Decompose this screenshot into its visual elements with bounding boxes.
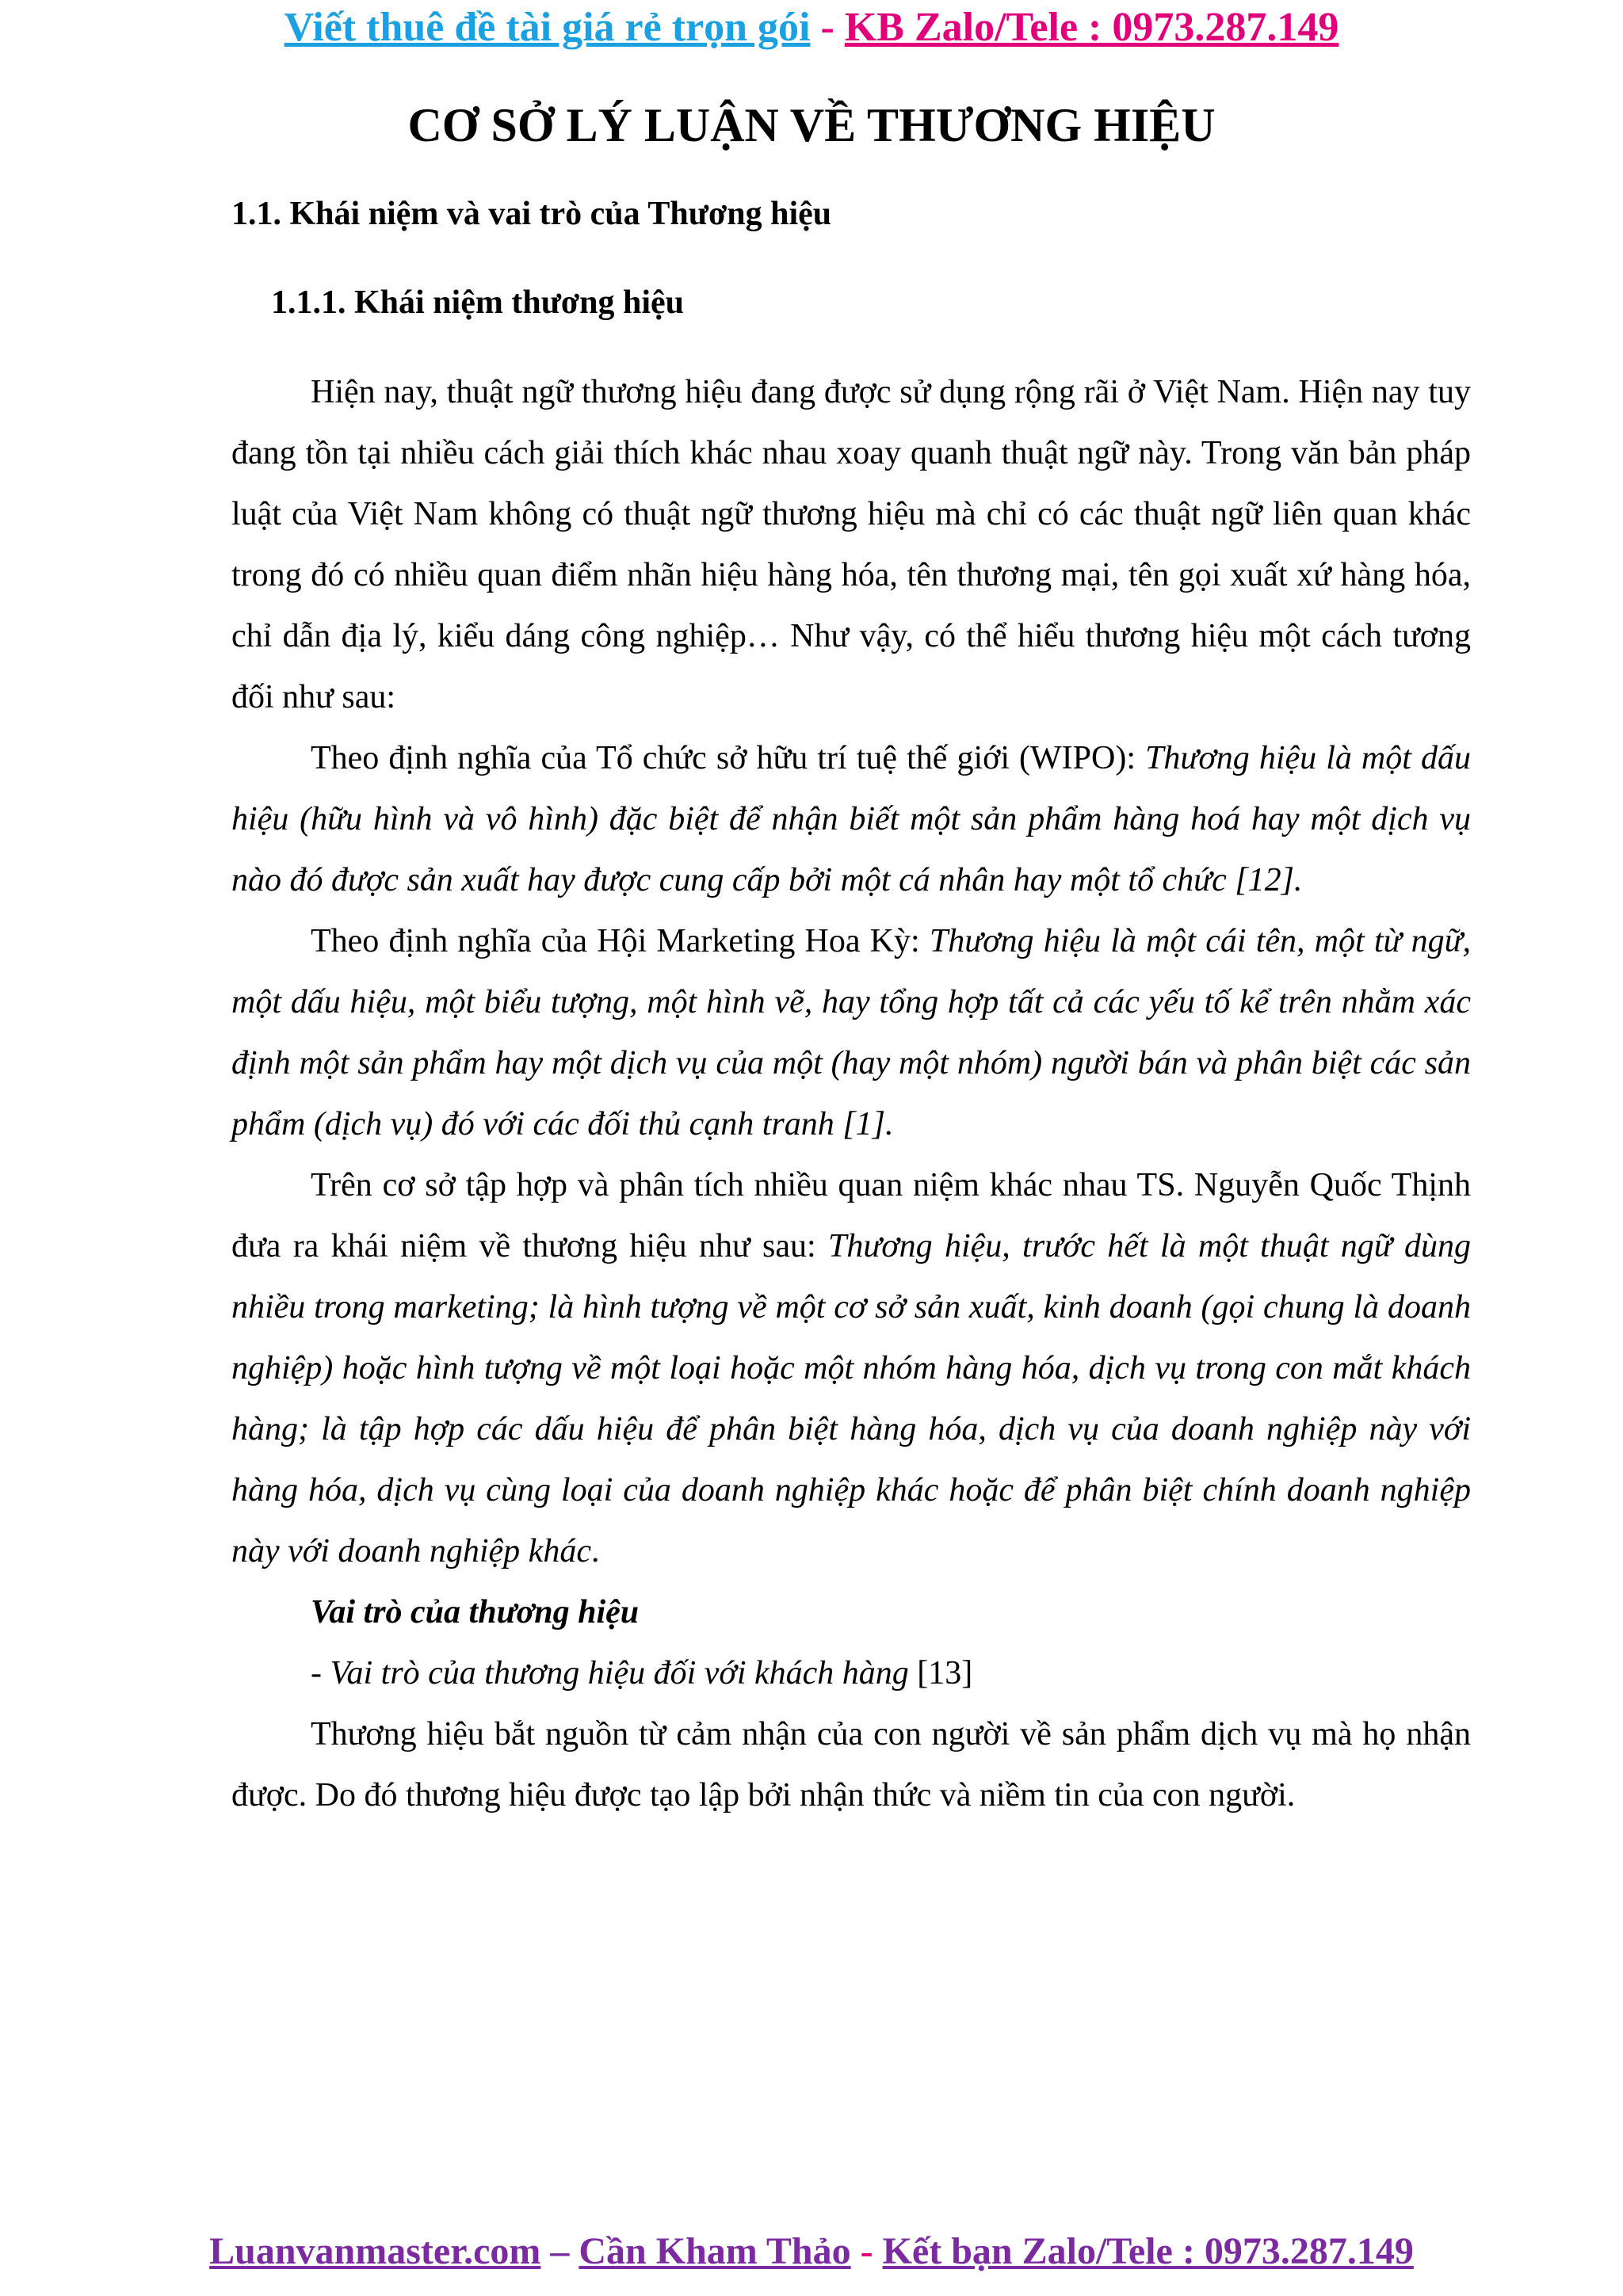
paragraph-end-punctuation: . [590,1533,600,1569]
footer-link-contact[interactable]: Kết bạn Zalo/Tele : 0973.287.149 [882,2230,1414,2272]
document-body [231,184,1471,1826]
header-link-service[interactable]: Viết thuê đề tài giá rẻ trọn gói [284,5,811,50]
page-header-banner [0,0,1623,55]
footer-separator: - [850,2230,883,2272]
role-subheading [311,1643,1471,1704]
paragraph-lead-text: Trên cơ sở tập hợp và phân tích nhiều quan niệm khác nhau TS. Nguyễn Quốc Thịnh đưa ra khái niệm về thương hiệu như sau: [231,1167,1471,1264]
paragraph-lead-text: Theo định nghĩa của Tổ chức sở hữu trí tuệ thế giới (WIPO): [311,740,1146,776]
footer-separator-dash: – [540,2230,579,2272]
subsection-heading: 1.1.1. Khái niệm thương hiệu [271,284,685,321]
paragraph-intro: Hiện nay, thuật ngữ thương hiệu đang được sử dụng rộng rãi ở Việt Nam. Hiện nay tuy đang tồn tại nhiều cách giải thích khác nhau xoay quanh thuật ngữ này. Trong văn bản pháp luật của Việt Nam không có thuật ngữ thương hiệu mà chỉ có các thuật ngữ liên quan khác trong đó có nhiều quan điểm nhãn hiệu hàng hóa, tên thương mại, tên gọi xuất xứ hàng hóa, chỉ dẫn địa lý, kiểu dáng công nghiệp… Như vậy, có thể hiểu thương hiệu một cách tương đối như sau: [231,374,1471,715]
page-footer-banner [0,2228,1623,2275]
paragraph-ama-definition [231,911,1471,1155]
role-heading: Vai trò của thương hiệu [311,1594,640,1630]
role-subheading-text: - Vai trò của thương hiệu đối với khách hàng [311,1655,909,1691]
paragraph-role-description: Thương hiệu bắt nguồn từ cảm nhận của con người về sản phẩm dịch vụ mà họ nhận được. Do đó thương hiệu được tạo lập bởi nhận thức và niềm tin của con người. [231,1716,1471,1814]
footer-link-name[interactable]: Cần Kham Thảo [579,2230,851,2272]
header-link-contact[interactable]: KB Zalo/Tele : 0973.287.149 [844,5,1339,50]
header-separator: - [810,5,845,50]
role-subheading-reference: [13] [908,1655,973,1691]
paragraph-italic-definition: Thương hiệu, trước hết là một thuật ngữ dùng nhiều trong marketing; là hình tượng về một cơ sở sản xuất, kinh doanh (gọi chung là doanh nghiệp) hoặc hình tượng về một loại hoặc một nhóm hàng hóa, dịch vụ trong con mắt khách hàng; là tập hợp các dấu hiệu để phân biệt hàng hóa, dịch vụ của doanh nghiệp này với hàng hóa, dịch vụ cùng loại của doanh nghiệp khác hoặc để phân biệt chính doanh nghiệp này với doanh nghiệp khác [231,1228,1471,1569]
footer-link-site[interactable]: Luanvanmaster.com [209,2230,541,2272]
paragraph-author-definition [231,1155,1471,1582]
paragraph-italic-definition: Thương hiệu là một dấu hiệu (hữu hình và vô hình) đặc biệt để nhận biết một sản phẩm hàng hoá hay một dịch vụ nào đó được sản xuất hay được cung cấp bởi một cá nhân hay một tổ chức [12]. [231,740,1471,898]
section-heading: 1.1. Khái niệm và vai trò của Thương hiệu [231,196,832,232]
paragraph-lead-text: Theo định nghĩa của Hội Marketing Hoa Kỳ: [311,923,930,959]
document-title: CƠ SỞ LÝ LUẬN VỀ THƯƠNG HIỆU [407,99,1216,151]
paragraph-wipo-definition [231,728,1471,911]
paragraph-italic-definition: Thương hiệu là một cái tên, một từ ngữ, một dấu hiệu, một biểu tượng, một hình vẽ, hay tổng hợp tất cả các yếu tố kể trên nhằm xác định một sản phẩm hay một dịch vụ của một (hay một nhóm) người bán và phân biệt các sản phẩm (dịch vụ) đó với các đối thủ cạnh tranh [1]. [231,923,1471,1142]
